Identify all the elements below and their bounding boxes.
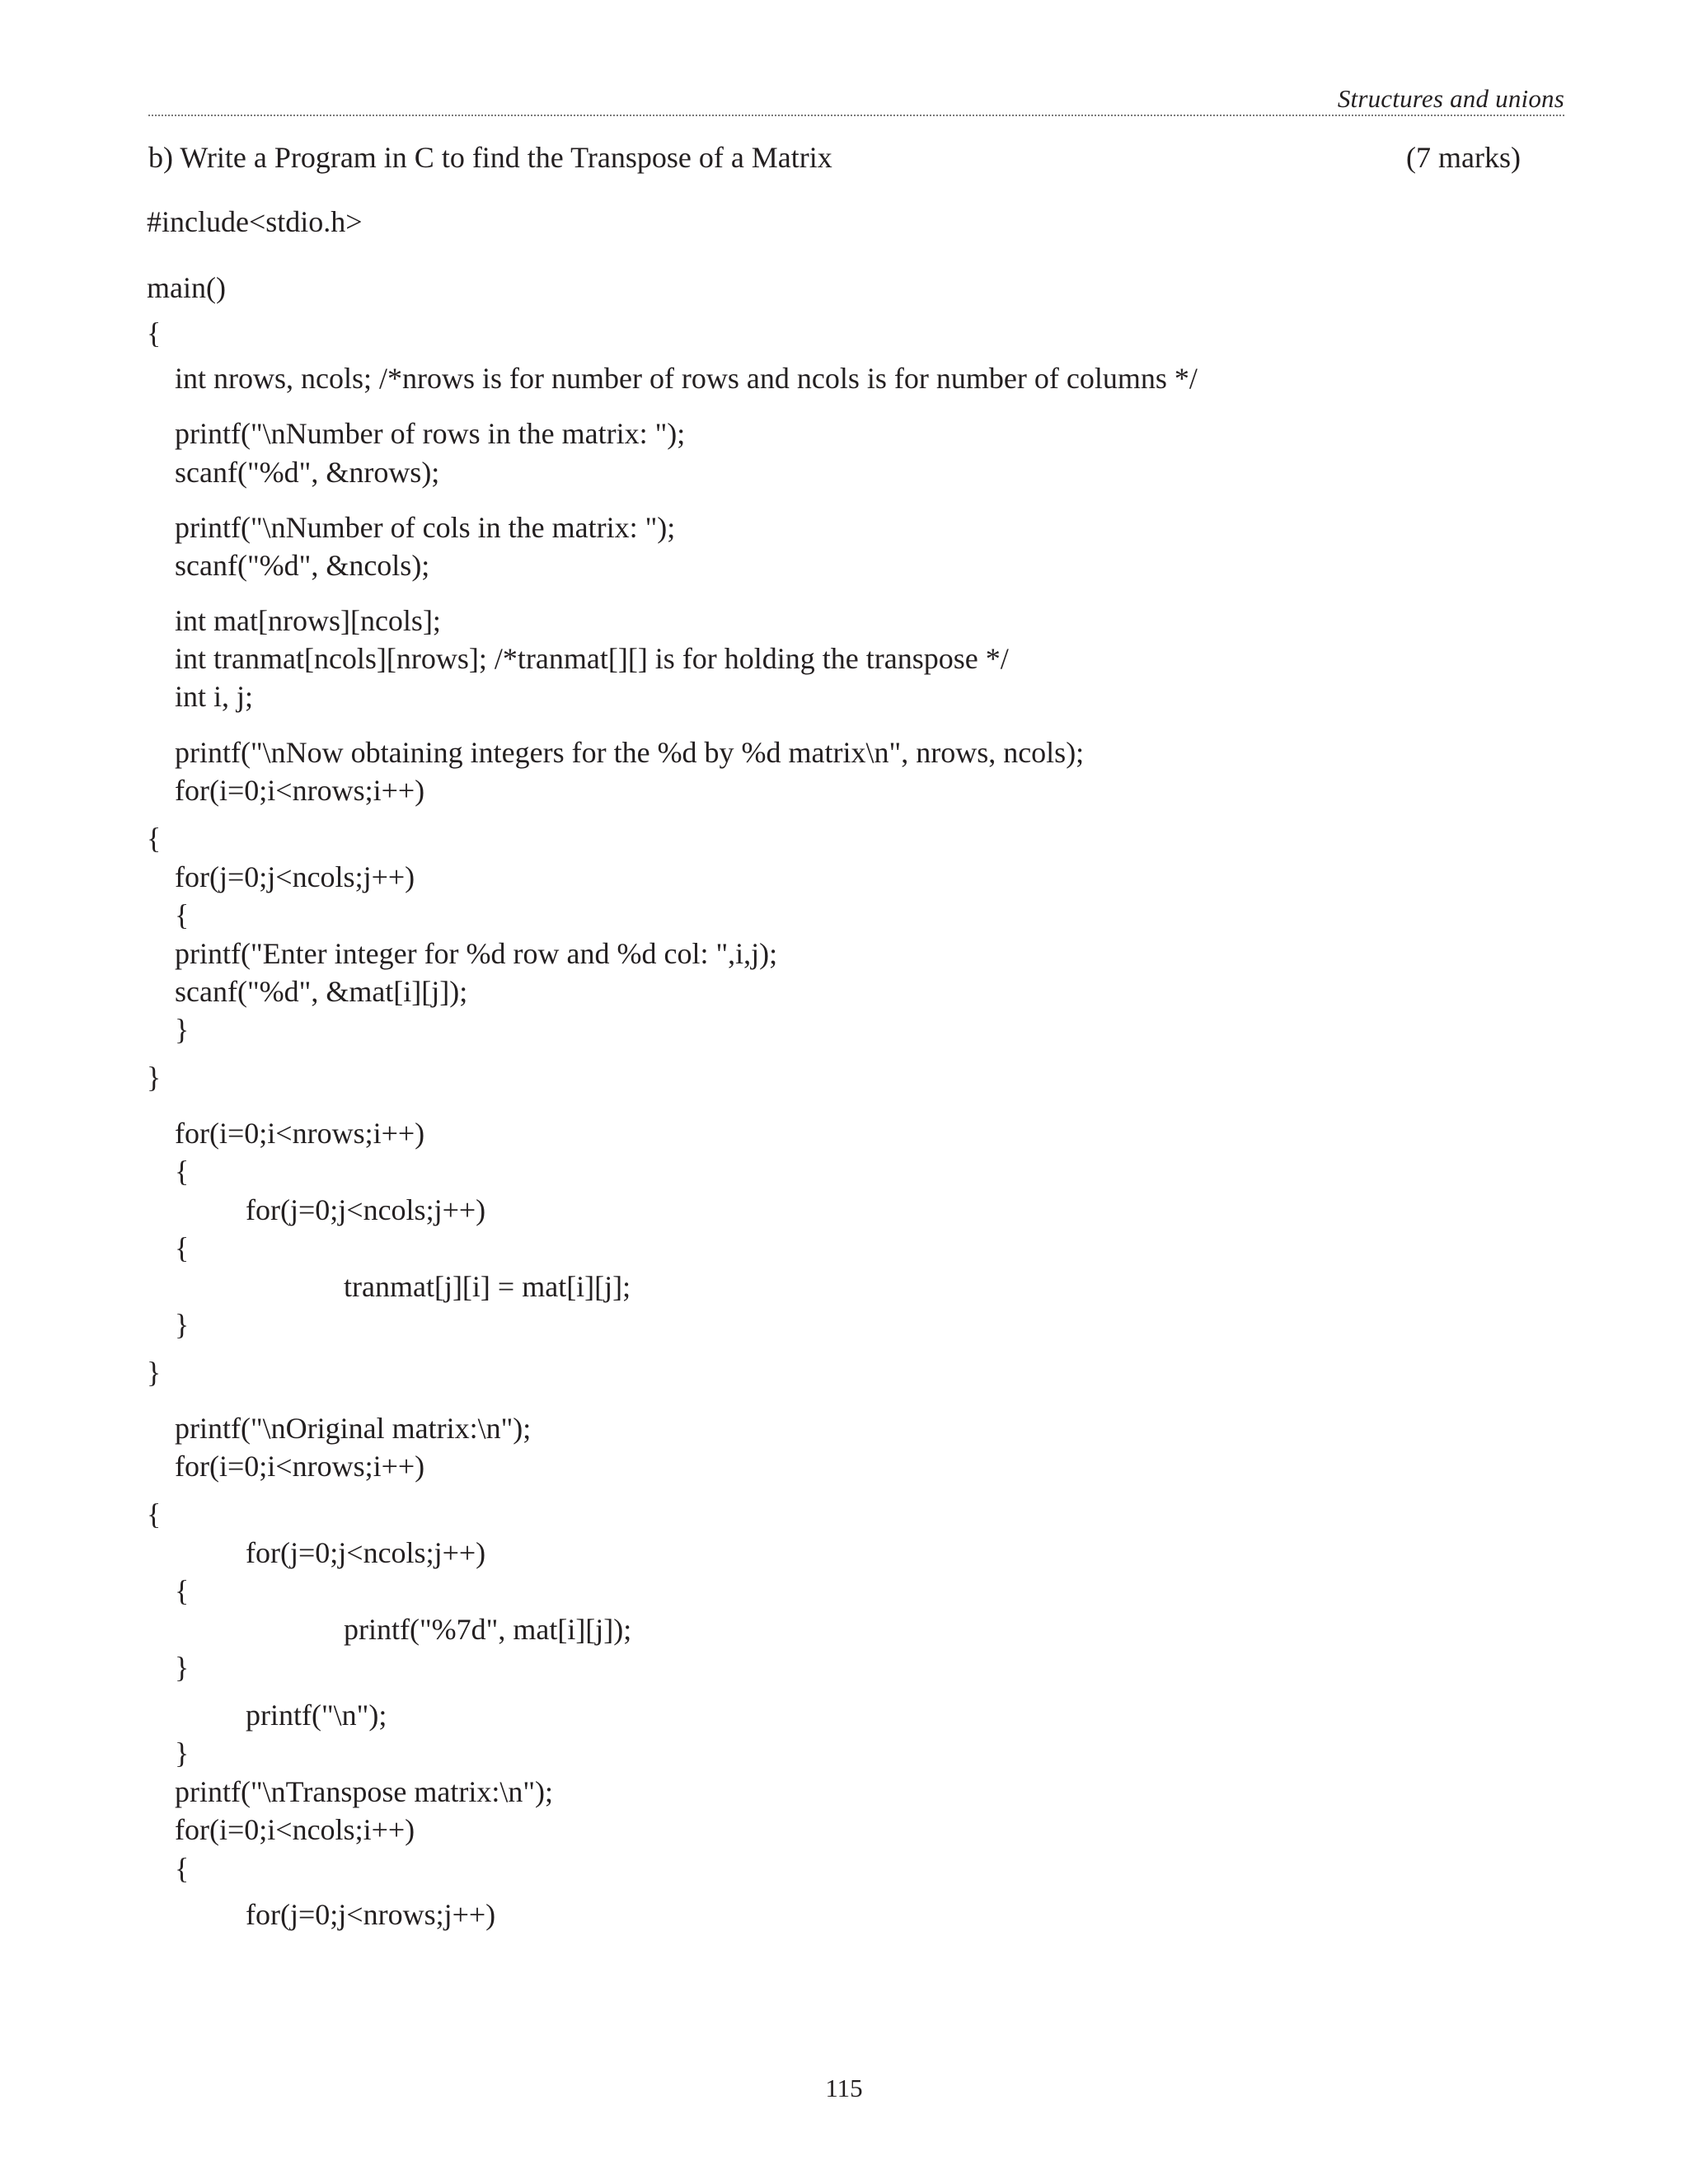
code-line: for(i=0;i<ncols;i++) xyxy=(175,1813,415,1846)
code-line: printf("\nNow obtaining integers for the %d by %d matrix\n", nrows, ncols); xyxy=(175,736,1085,769)
code-line: int mat[nrows][ncols]; xyxy=(175,604,441,637)
code-line: printf("\nOriginal matrix:\n"); xyxy=(175,1412,532,1445)
question-title: b) Write a Program in C to find the Transpose of a Matrix xyxy=(148,141,832,174)
code-line: printf("\n"); xyxy=(246,1699,387,1732)
code-line: { xyxy=(147,316,162,349)
code-line: { xyxy=(147,1497,162,1530)
code-line: scanf("%d", &ncols); xyxy=(175,549,430,582)
code-line: printf("\nTranspose matrix:\n"); xyxy=(175,1775,554,1808)
code-line: for(j=0;j<ncols;j++) xyxy=(175,860,415,893)
code-line: { xyxy=(175,1231,190,1264)
code-line: } xyxy=(175,1013,190,1046)
header-rule xyxy=(148,115,1564,116)
code-line: for(j=0;j<nrows;j++) xyxy=(246,1898,496,1931)
code-line: printf("\nNumber of cols in the matrix: "); xyxy=(175,511,676,544)
code-line: for(j=0;j<ncols;j++) xyxy=(246,1193,486,1226)
code-line: for(j=0;j<ncols;j++) xyxy=(246,1536,486,1569)
code-line: for(i=0;i<nrows;i++) xyxy=(175,1117,425,1150)
code-line: { xyxy=(175,898,190,931)
code-line: #include<stdio.h> xyxy=(147,205,363,238)
code-line: { xyxy=(175,1155,190,1188)
code-line: printf("\nNumber of rows in the matrix: "); xyxy=(175,417,686,450)
code-line: } xyxy=(175,1308,190,1341)
code-line: printf("%7d", mat[i][j]); xyxy=(344,1613,632,1646)
code-line: tranmat[j][i] = mat[i][j]; xyxy=(344,1270,631,1303)
code-line: } xyxy=(175,1736,190,1769)
code-line: int i, j; xyxy=(175,680,254,713)
code-line: scanf("%d", &mat[i][j]); xyxy=(175,975,468,1008)
code-line: for(i=0;i<nrows;i++) xyxy=(175,774,425,807)
code-line: } xyxy=(175,1651,190,1684)
code-line: } xyxy=(147,1061,162,1094)
code-line: { xyxy=(147,822,162,855)
question-marks: (7 marks) xyxy=(1406,141,1521,174)
code-line: printf("Enter integer for %d row and %d col: ",i,j); xyxy=(175,937,778,970)
code-line: int tranmat[ncols][nrows]; /*tranmat[][] is for holding the transpose */ xyxy=(175,642,1009,675)
running-head: Structures and unions xyxy=(1337,84,1564,113)
code-line: { xyxy=(175,1574,190,1607)
code-line: scanf("%d", &nrows); xyxy=(175,456,440,489)
code-line: int nrows, ncols; /*nrows is for number of rows and ncols is for number of columns */ xyxy=(175,362,1198,395)
code-line: main() xyxy=(147,271,226,304)
code-line: } xyxy=(147,1356,162,1389)
code-line: { xyxy=(175,1852,190,1885)
page-number: 115 xyxy=(825,2074,863,2102)
code-line: for(i=0;i<nrows;i++) xyxy=(175,1450,425,1483)
